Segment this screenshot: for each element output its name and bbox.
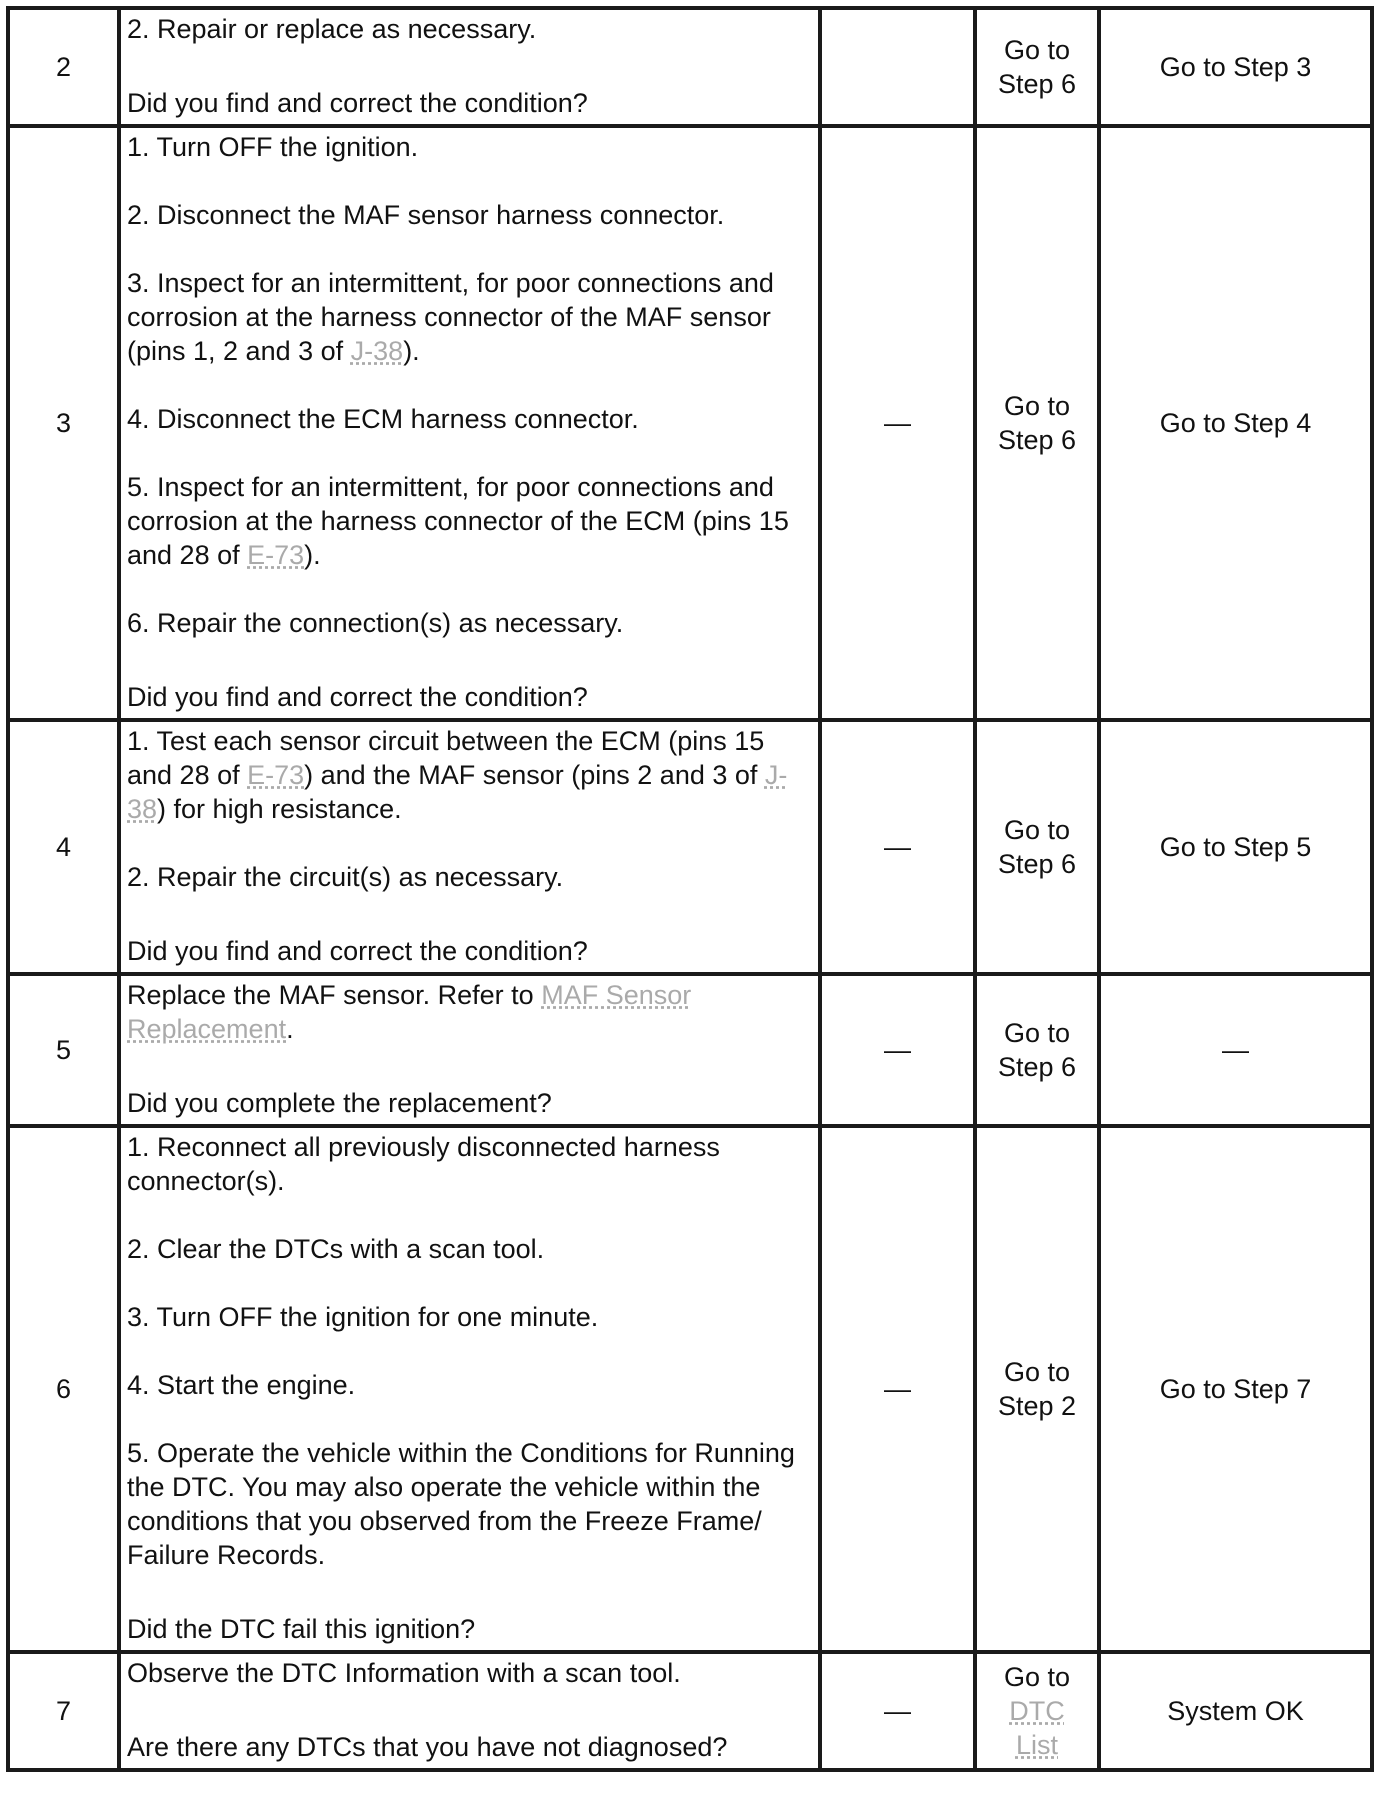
action-instruction bbox=[127, 1300, 812, 1334]
step-question: Did you complete the replacement? bbox=[127, 1088, 552, 1118]
step-question: Did you find and correct the condition? bbox=[127, 88, 588, 118]
no-result: Go to Step 4 bbox=[1099, 126, 1372, 720]
yes-result-text: Step 6 bbox=[997, 69, 1077, 99]
action-instruction bbox=[127, 978, 812, 1046]
reference-link[interactable]: J-38 bbox=[127, 760, 788, 824]
step-value: — bbox=[820, 720, 975, 974]
instruction-text: Observe the DTC Information with a scan tool. bbox=[127, 1658, 681, 1688]
step-number: 2 bbox=[8, 8, 119, 126]
diagnostic-table-body bbox=[8, 8, 1372, 1770]
dtc-list-link[interactable]: List bbox=[1015, 1730, 1059, 1760]
yes-result-text: Step 6 bbox=[997, 1052, 1077, 1082]
instruction-text: ) for high resistance. bbox=[157, 794, 402, 824]
step-row bbox=[8, 126, 1372, 720]
action-instruction bbox=[127, 130, 812, 164]
step-row bbox=[8, 974, 1372, 1126]
no-result: Go to Step 3 bbox=[1099, 8, 1372, 126]
step-value: — bbox=[820, 1652, 975, 1770]
instruction-text: 4. Disconnect the ECM harness connector. bbox=[127, 404, 639, 434]
yes-result-text: Step 6 bbox=[997, 849, 1077, 879]
instruction-text: 1. Test each sensor circuit between the ECM (pins 15 and 28 of bbox=[127, 726, 765, 790]
step-row bbox=[8, 1126, 1372, 1652]
action-instruction bbox=[127, 1656, 812, 1690]
yes-result-text: Go to bbox=[1003, 35, 1071, 65]
line-spacer bbox=[127, 640, 812, 674]
step-number: 4 bbox=[8, 720, 119, 974]
line-spacer bbox=[127, 232, 812, 266]
step-action bbox=[119, 974, 820, 1126]
line-spacer bbox=[127, 46, 812, 80]
reference-link[interactable]: E-73 bbox=[247, 760, 305, 790]
reference-link[interactable]: J-38 bbox=[350, 336, 404, 366]
line-spacer bbox=[127, 826, 812, 860]
step-value: — bbox=[820, 126, 975, 720]
yes-result-text: Step 6 bbox=[997, 425, 1077, 455]
no-result: Go to Step 7 bbox=[1099, 1126, 1372, 1652]
action-instruction bbox=[127, 402, 812, 436]
step-value: — bbox=[820, 1126, 975, 1652]
action-instruction bbox=[127, 470, 812, 572]
instruction-text: 1. Reconnect all previously disconnected harness connector(s). bbox=[127, 1132, 720, 1196]
line-spacer bbox=[127, 572, 812, 606]
instruction-text: 6. Repair the connection(s) as necessary. bbox=[127, 608, 624, 638]
line-spacer bbox=[127, 1046, 812, 1080]
yes-result-text: Go to bbox=[1003, 1662, 1071, 1692]
action-instruction bbox=[127, 1232, 812, 1266]
action-instruction bbox=[127, 12, 812, 46]
step-number: 6 bbox=[8, 1126, 119, 1652]
action-instruction bbox=[127, 1368, 812, 1402]
instruction-text: 4. Start the engine. bbox=[127, 1370, 356, 1400]
instruction-text: 2. Disconnect the MAF sensor harness connector. bbox=[127, 200, 725, 230]
no-result: System OK bbox=[1099, 1652, 1372, 1770]
yes-result bbox=[975, 1126, 1099, 1652]
step-question: Did you find and correct the condition? bbox=[127, 682, 588, 712]
action-instruction bbox=[127, 860, 812, 894]
step-row bbox=[8, 8, 1372, 126]
yes-result-text: Step 2 bbox=[997, 1391, 1077, 1421]
action-instruction bbox=[127, 266, 812, 368]
line-spacer bbox=[127, 894, 812, 928]
step-action bbox=[119, 720, 820, 974]
line-spacer bbox=[127, 1266, 812, 1300]
dtc-list-link[interactable]: DTC bbox=[1009, 1696, 1065, 1726]
step-question: Are there any DTCs that you have not diagnosed? bbox=[127, 1732, 728, 1762]
instruction-text: ). bbox=[403, 336, 420, 366]
instruction-text: 3. Turn OFF the ignition for one minute. bbox=[127, 1302, 599, 1332]
instruction-text: Replace the MAF sensor. Refer to bbox=[127, 980, 542, 1010]
no-result: — bbox=[1099, 974, 1372, 1126]
reference-link[interactable]: MAF Sensor Replacement bbox=[127, 980, 692, 1044]
step-action bbox=[119, 1126, 820, 1652]
instruction-text: 5. Operate the vehicle within the Conditions for Running the DTC. You may also operate the vehicle within the conditions that you observed from the Freeze Frame/ Failure Records. bbox=[127, 1438, 795, 1570]
yes-result-text: Go to bbox=[1003, 815, 1071, 845]
step-number: 3 bbox=[8, 126, 119, 720]
instruction-text: 2. Repair the circuit(s) as necessary. bbox=[127, 862, 564, 892]
instruction-text: 3. Inspect for an intermittent, for poor connections and corrosion at the harness connector of the MAF sensor (pins 1, 2 and 3 of bbox=[127, 268, 774, 366]
yes-result bbox=[975, 720, 1099, 974]
instruction-text: 2. Clear the DTCs with a scan tool. bbox=[127, 1234, 545, 1264]
instruction-text: . bbox=[286, 1014, 294, 1044]
line-spacer bbox=[127, 1572, 812, 1606]
step-number: 5 bbox=[8, 974, 119, 1126]
line-spacer bbox=[127, 164, 812, 198]
action-instruction bbox=[127, 1436, 812, 1572]
instruction-text: ). bbox=[304, 540, 321, 570]
yes-result-text: Go to bbox=[1003, 391, 1071, 421]
step-row bbox=[8, 720, 1372, 974]
step-question: Did you find and correct the condition? bbox=[127, 936, 588, 966]
reference-link[interactable]: E-73 bbox=[247, 540, 305, 570]
line-spacer bbox=[127, 1690, 812, 1724]
action-instruction bbox=[127, 724, 812, 826]
action-instruction bbox=[127, 606, 812, 640]
line-spacer bbox=[127, 368, 812, 402]
yes-result bbox=[975, 126, 1099, 720]
diagnostic-table bbox=[6, 6, 1374, 1772]
step-value: — bbox=[820, 974, 975, 1126]
yes-result bbox=[975, 1652, 1099, 1770]
line-spacer bbox=[127, 436, 812, 470]
action-instruction bbox=[127, 198, 812, 232]
yes-result-text: Go to bbox=[1003, 1018, 1071, 1048]
line-spacer bbox=[127, 1334, 812, 1368]
instruction-text: 1. Turn OFF the ignition. bbox=[127, 132, 419, 162]
step-action bbox=[119, 1652, 820, 1770]
instruction-text: ) and the MAF sensor (pins 2 and 3 of bbox=[304, 760, 765, 790]
line-spacer bbox=[127, 1402, 812, 1436]
step-row bbox=[8, 1652, 1372, 1770]
no-result: Go to Step 5 bbox=[1099, 720, 1372, 974]
step-question: Did the DTC fail this ignition? bbox=[127, 1614, 476, 1644]
step-number: 7 bbox=[8, 1652, 119, 1770]
diagnostic-table-page bbox=[6, 6, 1370, 1772]
yes-result-text: Go to bbox=[1003, 1357, 1071, 1387]
step-value bbox=[820, 8, 975, 126]
instruction-text: 2. Repair or replace as necessary. bbox=[127, 14, 537, 44]
yes-result bbox=[975, 8, 1099, 126]
step-action bbox=[119, 8, 820, 126]
yes-result bbox=[975, 974, 1099, 1126]
action-instruction bbox=[127, 1130, 812, 1198]
instruction-text: 5. Inspect for an intermittent, for poor connections and corrosion at the harness connector of the ECM (pins 15 and 28 of bbox=[127, 472, 789, 570]
step-action bbox=[119, 126, 820, 720]
line-spacer bbox=[127, 1198, 812, 1232]
